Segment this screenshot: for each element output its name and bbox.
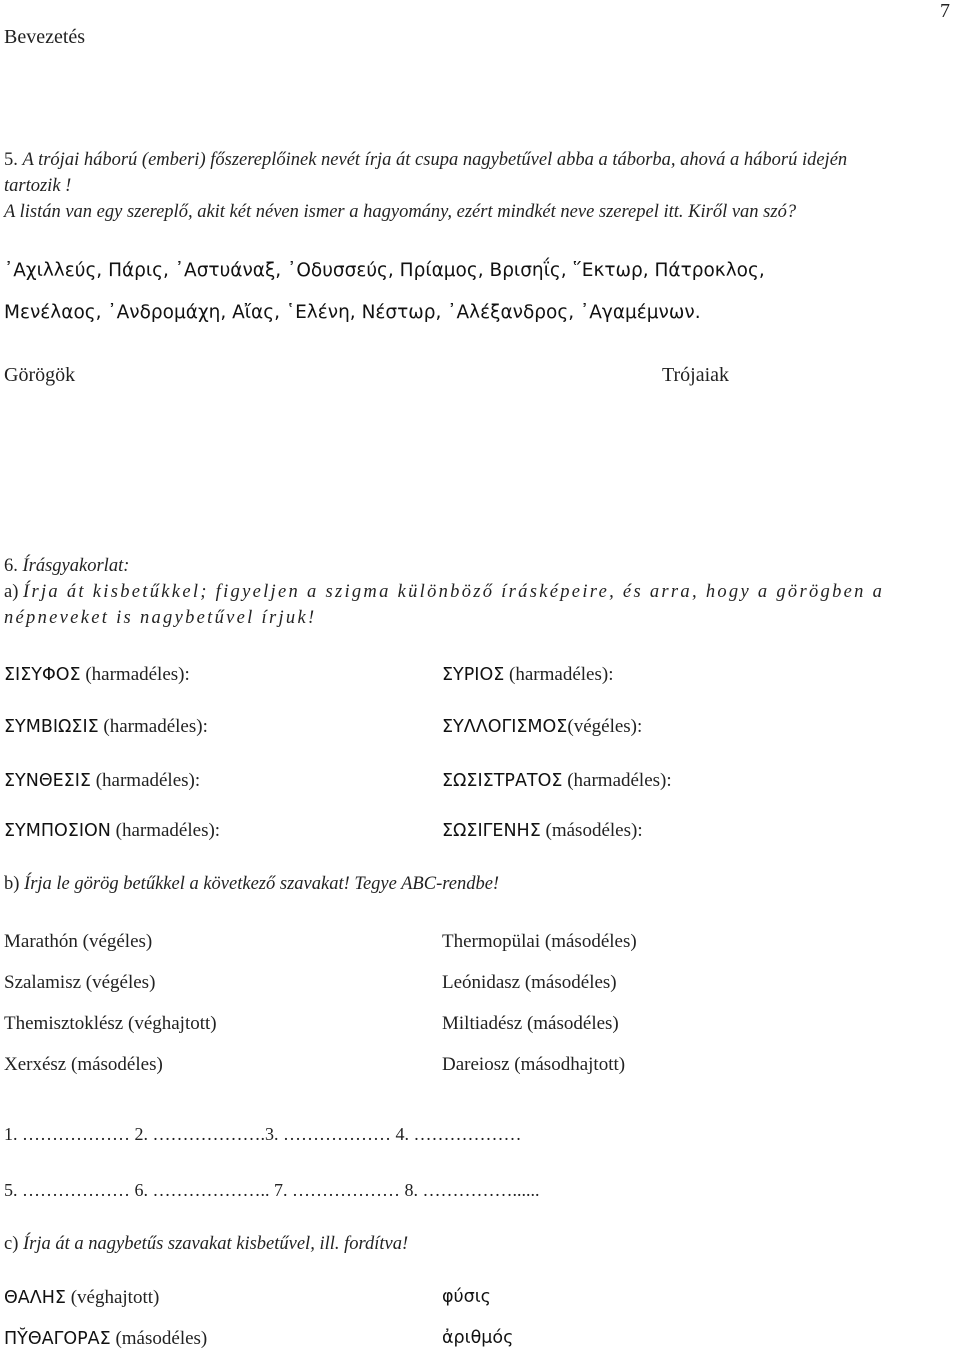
c-word-left-2: ΠῨΘΑΓΟΡΑΣ (másodéles) — [4, 1328, 208, 1349]
task5-line2: tartozik ! — [4, 176, 72, 196]
word-left-2: ΣΥΜΒΙΩΣΙΣ (harmadéles): — [4, 716, 208, 737]
word-left-3: ΣΥΝΘΕΣΙΣ (harmadéles): — [4, 770, 201, 791]
page-number: 7 — [940, 0, 950, 22]
task6-a-line2: népneveket is nagybetűvel írjuk! — [4, 608, 317, 628]
word-left-4: ΣΥΜΠΟΣΙΟΝ (harmadéles): — [4, 820, 221, 841]
column-heading-trojans: Trójaiak — [662, 364, 730, 386]
word-right-1: ΣΥΡΙΟΣ (harmadéles): — [442, 664, 614, 685]
b-word-left-1: Marathón (végéles) — [4, 931, 153, 952]
task5-line1 — [4, 150, 847, 171]
task6-a-label: a) — [4, 582, 19, 602]
word-right-3: ΣΩΣΙΣΤΡΑΤΟΣ (harmadéles): — [442, 770, 672, 791]
word-right-4: ΣΩΣΙΓΕΝΗΣ (másodéles): — [442, 820, 643, 841]
task5-instruction: A trójai háború (emberi) főszereplőinek nevét írja át csupa nagybetűvel abba a táborba, ahová a háború idején — [22, 150, 848, 170]
task6-a-line1 — [4, 582, 884, 603]
greek-names-line1: ᾿Αχιλλεύς, Πάρις, ᾿Αστυάναξ, ᾿Οδυσσεύς, Πρίαμος, Βρισηΐς, ῞Εκτωρ, Πάτροκλος, — [4, 260, 765, 281]
b-word-right-2: Leónidasz (másodéles) — [442, 972, 617, 993]
b-word-right-4: Dareiosz (másodhajtott) — [442, 1054, 626, 1075]
greek-names-line2: Μενέλαος, ᾿Ανδρομάχη, Αἴας, ῾Ελένη, Νέστωρ, ᾿Αλέξανδρος, ᾿Αγαμέμνων. — [4, 302, 701, 323]
b-word-left-4: Xerxész (másodéles) — [4, 1054, 163, 1075]
task6-number: 6. — [4, 556, 18, 576]
word-left-1: ΣΙΣΥΦΟΣ (harmadéles): — [4, 664, 190, 685]
answer-line-1: 1. ……………… 2. ……………….3. ……………… 4. ……………… — [4, 1124, 522, 1144]
task6-a-instruction: Írja át kisbetűkkel; figyeljen a szigma különböző írásképeire, és arra, hogy a görögben a — [23, 582, 885, 602]
task6-b-heading — [4, 874, 499, 895]
answer-line-2: 5. ……………… 6. ……………….. 7. ……………… 8. ……………...... — [4, 1180, 540, 1200]
task6-c-heading — [4, 1234, 408, 1255]
running-header-title: Bevezetés — [4, 26, 86, 48]
b-word-left-3: Themisztoklész (véghajtott) — [4, 1013, 217, 1034]
c-word-right-1: φύσις — [442, 1287, 491, 1307]
task5-number: 5. — [4, 150, 18, 170]
b-word-right-3: Miltiadész (másodéles) — [442, 1013, 619, 1034]
task6-c-label: c) — [4, 1234, 19, 1254]
task6-c-instruction: Írja át a nagybetűs szavakat kisbetűvel, ill. fordítva! — [23, 1234, 409, 1254]
task6-b-instruction: Írja le görög betűkkel a következő szavakat! Tegye ABC-rendbe! — [24, 874, 500, 894]
task6-heading — [4, 556, 129, 577]
c-word-left-1: ΘΑΛΗΣ (véghajtott) — [4, 1287, 160, 1308]
c-word-right-2: ἀριθμός — [442, 1328, 514, 1348]
b-word-right-1: Thermopülai (másodéles) — [442, 931, 637, 952]
b-word-left-2: Szalamisz (végéles) — [4, 972, 156, 993]
task5-line3: A listán van egy szereplő, akit két néven ismer a hagyomány, ezért mindkét neve szerepel itt. Kiről van szó? — [4, 202, 797, 222]
word-right-2: ΣΥΛΛΟΓΙΣΜΟΣ(végéles): — [442, 716, 643, 737]
task6-b-label: b) — [4, 874, 20, 894]
task6-title: Írásgyakorlat: — [22, 556, 130, 576]
column-heading-greeks: Görögök — [4, 364, 76, 386]
